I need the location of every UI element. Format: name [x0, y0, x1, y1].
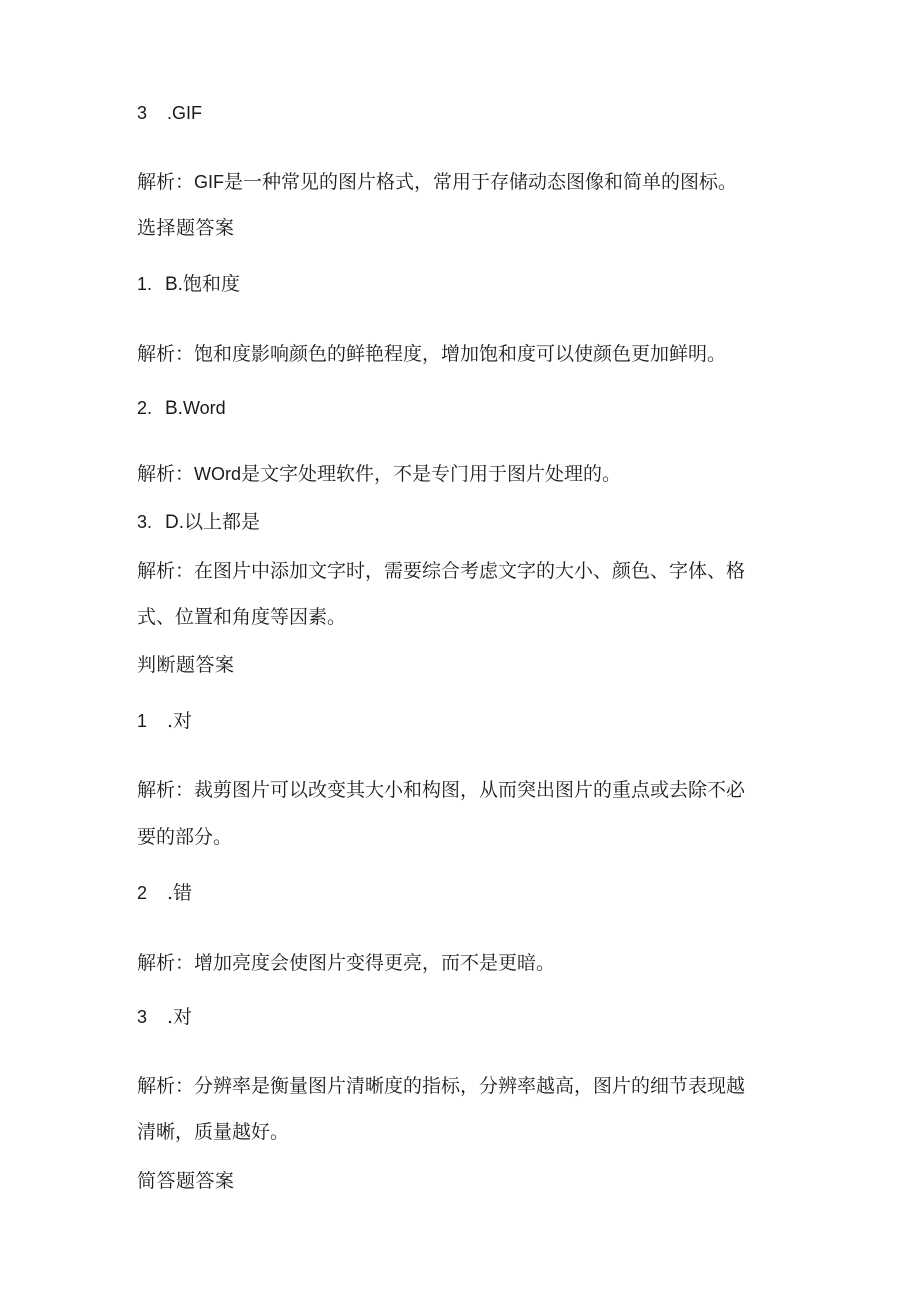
section-heading-short-answer: [137, 1169, 235, 1193]
explanation: [137, 778, 745, 802]
item-number: 3.: [137, 512, 153, 532]
answer-item: [137, 709, 192, 733]
explanation-label: 解析：: [137, 343, 195, 365]
explanation-label: 解析：: [137, 779, 195, 801]
explanation: [137, 462, 621, 486]
explanation-text: 在图片中添加文字时，需要综合考虑文字的大小、颜色、字体、格: [194, 560, 746, 582]
item-answer: 饱和度: [182, 273, 240, 295]
explanation-continuation: [137, 825, 232, 849]
item-number: 3: [137, 1007, 148, 1027]
item-number: 2: [137, 883, 148, 903]
item-option: D.: [165, 512, 184, 533]
explanation-text: 是文字处理软件，不是专门用于图片处理的。: [241, 463, 622, 485]
section-heading-multiple-choice: [137, 216, 235, 240]
explanation-label: 解析：: [137, 1075, 195, 1097]
item-option: B.: [165, 274, 183, 295]
explanation-prefix: GIF: [194, 172, 225, 192]
answer-item: [137, 396, 226, 421]
section-heading-true-false: [137, 653, 235, 677]
item-answer: .错: [167, 882, 193, 904]
section-heading-text: 简答题答案: [137, 1170, 235, 1192]
explanation-text: 要的部分。: [137, 826, 233, 848]
item-answer: 以上都是: [184, 511, 261, 533]
answer-item: [137, 1005, 192, 1029]
item-number: 3: [137, 103, 148, 123]
item-number: 1: [137, 711, 148, 731]
explanation-label: 解析：: [137, 463, 195, 485]
item-answer: .GIF: [167, 103, 202, 123]
item-number: 2.: [137, 398, 153, 418]
explanation: [137, 342, 726, 366]
explanation-continuation: [137, 605, 346, 629]
explanation: [137, 1074, 745, 1098]
section-heading-text: 判断题答案: [137, 654, 235, 676]
explanation-text: 清晰，质量越好。: [137, 1121, 290, 1143]
explanation-prefix: WOrd: [194, 464, 242, 484]
explanation-label: 解析：: [137, 171, 195, 193]
explanation-label: 解析：: [137, 560, 195, 582]
explanation: [137, 170, 737, 194]
item-option: B.: [165, 398, 183, 419]
item-answer: .对: [167, 710, 193, 732]
explanation-text: 式、位置和角度等因素。: [137, 606, 347, 628]
explanation: [137, 559, 745, 583]
explanation: [137, 951, 555, 975]
explanation-text: 是一种常见的图片格式，常用于存储动态图像和简单的图标。: [224, 171, 738, 193]
explanation-label: 解析：: [137, 952, 195, 974]
explanation-text: 分辨率是衡量图片清晰度的指标，分辨率越高，图片的细节表现越: [194, 1075, 746, 1097]
section-heading-text: 选择题答案: [137, 217, 235, 239]
explanation-continuation: [137, 1120, 289, 1144]
answer-item: [137, 101, 202, 125]
answer-item: [137, 881, 192, 905]
explanation-text: 裁剪图片可以改变其大小和构图，从而突出图片的重点或去除不必: [194, 779, 746, 801]
answer-item: [137, 272, 240, 297]
item-answer: Word: [182, 398, 226, 418]
explanation-text: 增加亮度会使图片变得更亮，而不是更暗。: [194, 952, 556, 974]
answer-item: [137, 510, 260, 535]
explanation-text: 饱和度影响颜色的鲜艳程度，增加饱和度可以使颜色更加鲜明。: [194, 343, 727, 365]
item-number: 1.: [137, 274, 153, 294]
item-answer: .对: [167, 1006, 193, 1028]
